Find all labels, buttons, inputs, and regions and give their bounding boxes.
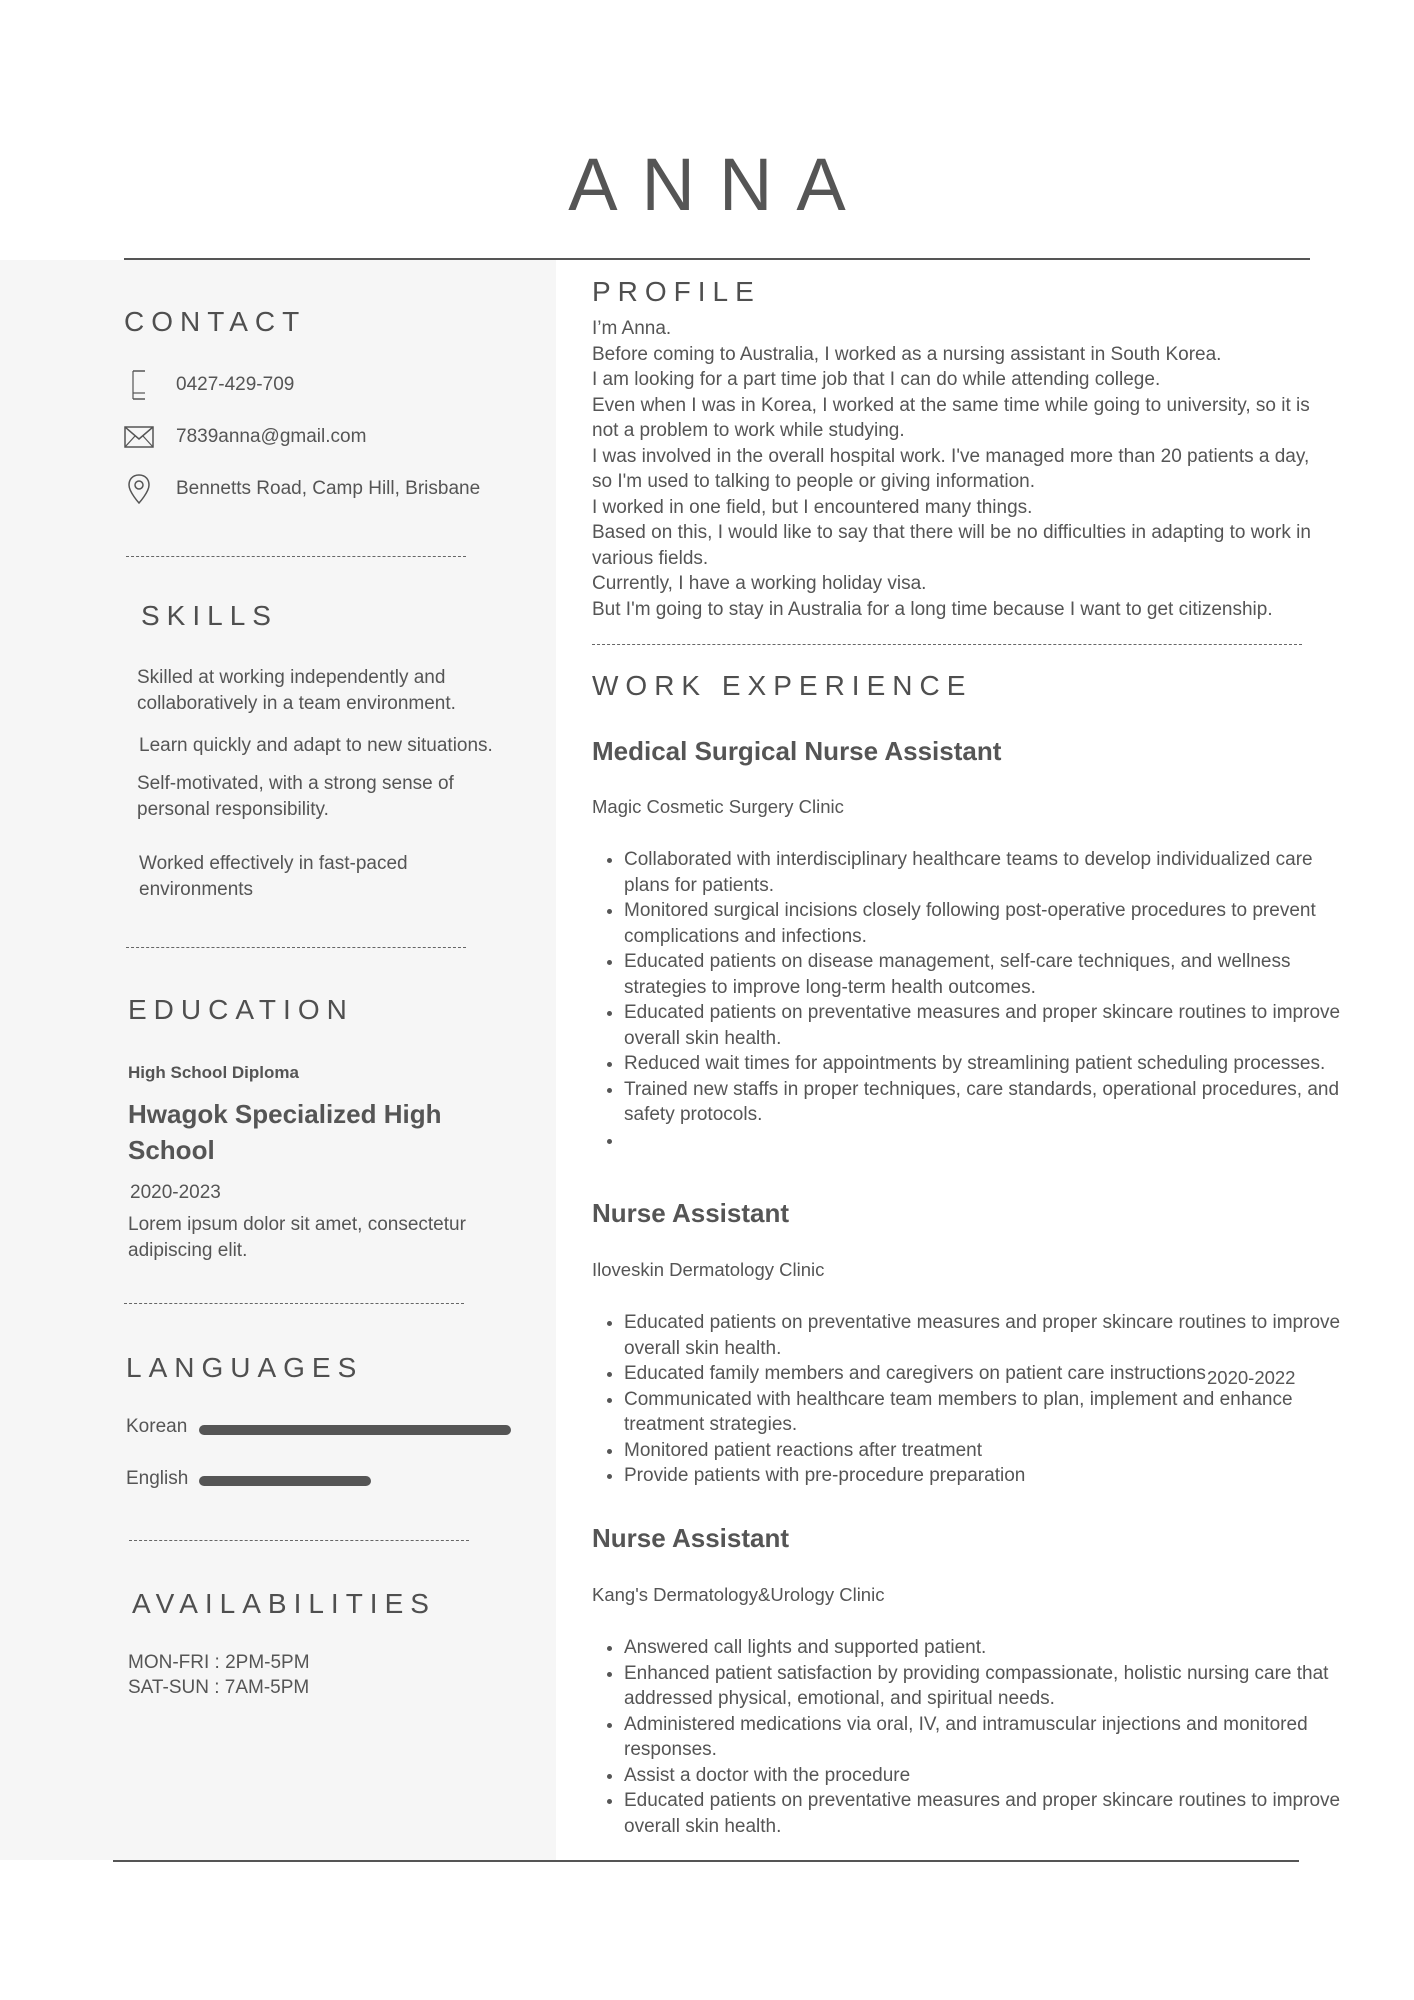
job-bullet: • Monitored patient reactions after treatment: [624, 1438, 1344, 1464]
contact-email: [124, 420, 367, 454]
job-bullet: • Collaborated with interdisciplinary healthcare teams to develop individualized care plans for patients.: [624, 847, 1344, 898]
job-bullet: • Monitored surgical incisions closely following post-operative procedures to prevent complications and infections.: [624, 898, 1344, 949]
address: Bennetts Road, Camp Hill, Brisbane: [176, 478, 481, 499]
skills-heading: SKILLS: [141, 600, 278, 631]
job-company: Magic Cosmetic Surgery Clinic: [592, 796, 844, 817]
envelope-icon: [124, 422, 154, 452]
job-title: Nurse Assistant: [592, 1523, 789, 1553]
profile-line: I was involved in the overall hospital work. I've managed more than 20 patients a day, so I'm used to talking to people or giving information.: [592, 445, 1310, 492]
language-english-fill: [199, 1476, 371, 1486]
profile-text: [592, 316, 1312, 622]
education-heading: EDUCATION: [128, 994, 354, 1025]
email-address: 7839anna@gmail.com: [176, 426, 367, 447]
contact-heading: CONTACT: [124, 306, 307, 337]
language-english: English: [126, 1468, 189, 1489]
availability-weekdays: MON-FRI : 2PM-5PM: [128, 1652, 310, 1673]
job-bullet: • Administered medications via oral, IV, and intramuscular injections and monitored responses.: [624, 1712, 1344, 1763]
job-bullet: • Educated patients on preventative measures and proper skincare routines to improve overall skin health.: [624, 1788, 1344, 1839]
skill-item: Self-motivated, with a strong sense of personal responsibility.: [137, 773, 454, 820]
profile-line: Before coming to Australia, I worked as a nursing assistant in South Korea.: [592, 343, 1222, 365]
job-bullet: • Educated patients on disease management, self-care techniques, and wellness strategies to improve long-term health outcomes.: [624, 949, 1344, 1000]
job-company: Iloveskin Dermatology Clinic: [592, 1259, 825, 1280]
skills-divider: [126, 947, 466, 948]
contact-address: [124, 472, 481, 506]
resume-name: ANNA: [568, 143, 870, 226]
education-divider: [124, 1303, 464, 1304]
sidebar: [0, 260, 556, 1860]
profile-line: I am looking for a part time job that I can do while attending college.: [592, 369, 1161, 390]
job-bullet: • Reduced wait times for appointments by streamlining patient scheduling processes.: [624, 1051, 1344, 1077]
profile-heading: PROFILE: [592, 276, 761, 307]
language-english-bar: [199, 1476, 511, 1486]
job-bullet: [624, 1128, 1344, 1154]
contact-phone: [124, 368, 295, 402]
job-bullets: [592, 1310, 1344, 1489]
languages-divider: [129, 1540, 469, 1541]
profile-line: I’m Anna.: [592, 318, 672, 339]
job-bullet: • Answered call lights and supported patient.: [624, 1635, 1344, 1661]
skill-item: Worked effectively in fast-paced environments: [139, 853, 408, 900]
availabilities-heading: AVAILABILITIES: [132, 1588, 436, 1619]
education-description: Lorem ipsum dolor sit amet, consectetur adipiscing elit.: [128, 1214, 466, 1261]
location-pin-icon: [124, 474, 154, 504]
phone-number: 0427-429-709: [176, 374, 295, 395]
job-title: Medical Surgical Nurse Assistant: [592, 736, 1002, 766]
footer-divider: [113, 1860, 1299, 1862]
job-bullet: • Educated family members and caregivers on patient care instructions: [624, 1361, 1344, 1387]
profile-line: Currently, I have a working holiday visa.: [592, 573, 927, 594]
languages-heading: LANGUAGES: [126, 1352, 364, 1383]
school-name: Hwagok Specialized High School: [128, 1099, 442, 1165]
job-date: 2020-2022: [1207, 1367, 1296, 1388]
job-bullets: [592, 847, 1344, 1153]
job-bullets: [592, 1635, 1344, 1839]
job-bullet: • Trained new staffs in proper techniques, care standards, operational procedures, and safety protocols.: [624, 1077, 1344, 1128]
availability-weekend: SAT-SUN : 7AM-5PM: [128, 1677, 310, 1698]
job-title: Nurse Assistant: [592, 1198, 789, 1228]
work-heading: WORK EXPERIENCE: [592, 670, 973, 701]
job-company: Kang's Dermatology&Urology Clinic: [592, 1584, 885, 1605]
phone-icon: [124, 370, 154, 400]
job-bullet: • Communicated with healthcare team members to plan, implement and enhance treatment strategies.: [624, 1387, 1344, 1438]
profile-line: But I'm going to stay in Australia for a long time because I want to get citizenship.: [592, 598, 1273, 620]
job-bullet: • Provide patients with pre-procedure preparation: [624, 1463, 1344, 1489]
profile-line: Even when I was in Korea, I worked at the same time while going to university, so it is not a problem to work while studying.: [592, 394, 1310, 441]
education-years: 2020-2023: [130, 1182, 221, 1203]
skill-item: Skilled at working independently and collaboratively in a team environment.: [137, 667, 456, 714]
profile-line: Based on this, I would like to say that there will be no difficulties in adapting to work in various fields.: [592, 522, 1311, 569]
job-bullet: • Educated patients on preventative measures and proper skincare routines to improve overall skin health.: [624, 1000, 1344, 1051]
language-korean: Korean: [126, 1416, 188, 1437]
skill-item: Learn quickly and adapt to new situations.: [139, 735, 493, 756]
job-bullet: • Assist a doctor with the procedure: [624, 1763, 1344, 1789]
job-bullet: • Educated patients on preventative measures and proper skincare routines to improve overall skin health.: [624, 1310, 1344, 1361]
profile-divider: [592, 644, 1302, 645]
language-korean-fill: [199, 1425, 511, 1435]
degree: High School Diploma: [128, 1063, 299, 1082]
job-bullet: • Enhanced patient satisfaction by providing compassionate, holistic nursing care that addressed physical, emotional, and spiritual needs.: [624, 1661, 1344, 1712]
contact-divider: [126, 556, 466, 557]
language-korean-bar: [199, 1425, 511, 1435]
profile-line: I worked in one field, but I encountered many things.: [592, 496, 1033, 518]
